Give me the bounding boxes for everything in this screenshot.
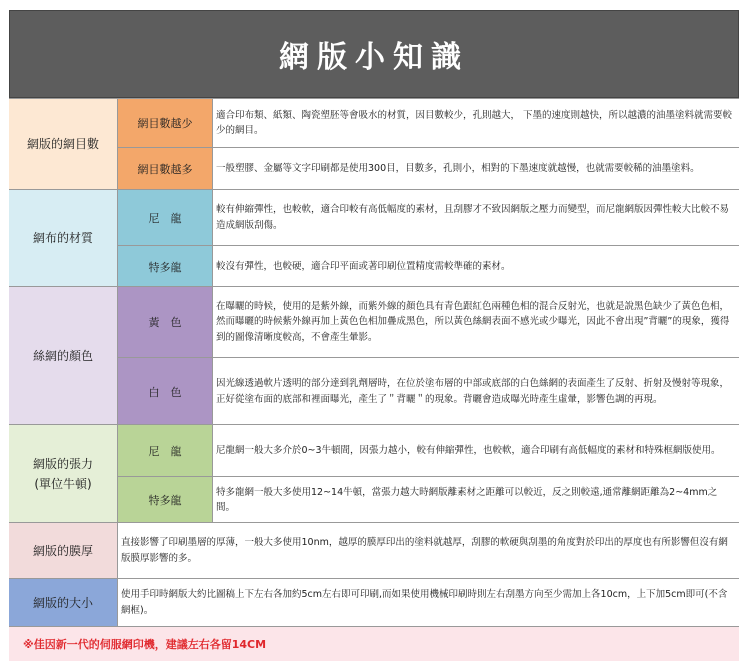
row-mesh-color (9, 286, 739, 424)
description: 尼龍網一般大多介於0~3牛頓間，因張力越小，較有伸縮彈性，也較軟，適合印刷有高低幅度的素材和特殊框網版使用。 (213, 425, 739, 476)
row-emulsion-thickness (9, 522, 739, 578)
description: 直接影響了印刷墨層的厚薄，一般大多使用10nm，越厚的膜厚印出的塗料就越厚，刮膠的軟硬與刮墨的角度對於印出的厚度也有所影響但沒有網版膜厚影響的多。 (117, 523, 739, 578)
category-label: 網版的網目數 (26, 137, 99, 151)
page-header (9, 10, 739, 98)
description: 適合印布類、紙類、陶瓷塑胚等會吸水的材質，因目數較少，孔則越大， 下墨的速度則越快，所以越濃的油墨塗料就需要較少的網目。 (213, 99, 739, 147)
sub-label: 白 色 (117, 358, 213, 425)
description: 因光線透過軟片透明的部分達到乳劑層時，在位於塗布層的中部或底部的白色絲網的表面產生了反射、折射及慢射等現象，正好從塗布面的底部和裡面曝光，產生了＂背曬＂的現象。背曬會造成曝光時產生虛暈，影響色調的再現。 (213, 358, 739, 425)
sub-label: 尼 龍 (117, 190, 213, 245)
category-label: 絲網的顏色 (32, 348, 93, 363)
category-label: 網版的大小 (32, 595, 93, 610)
description: 在曝曬的時候，使用的是紫外線，而紫外線的顏色具有青色跟紅色兩種色相的混合反射光，也就是說黑色缺少了黃色色相，然而曝曬的時候紫外線再加上黃色色相加疊成黑色，所以黃色絲網表面不感光或少曝光，因此不會出現”背曬”的現象，獲得到的圖像清晰度較高，不會產生暈影。 (213, 287, 739, 357)
footer-note: ※佳因新一代的伺服網印機，建議左右各留14CM (9, 626, 739, 661)
description: 使用手印時網版大約比圖稿上下左右各加約5cm左右即可印刷,而如果使用機械印刷時則左右刮墨方向至少需加上各10cm，上下加5cm即可(不含網框)。 (117, 579, 739, 626)
category-label: 網版的膜厚 (32, 543, 93, 558)
category-label-line1: 網版的張力 (32, 456, 93, 471)
row-mesh-count (9, 98, 739, 189)
description: 較有伸縮彈性，也較軟，適合印較有高低幅度的素材，且刮膠才不致因網版之壓力而變型，而尼龍網版因彈性較大比較不易造成網版刮傷。 (213, 190, 739, 245)
description: 特多龍網一般大多使用12~14牛頓，當張力越大時網版離素材之距離可以較近，反之則較遠,通常離網距離為2~4mm之間。 (213, 477, 739, 523)
sub-label: 黃 色 (117, 287, 213, 357)
sub-label: 特多龍 (117, 477, 213, 523)
row-tension (9, 424, 739, 522)
category-label (9, 425, 117, 522)
sub-label: 尼 龍 (117, 425, 213, 476)
description: 較沒有彈性，也較硬，適合印平面或著印刷位置精度需較準確的素材。 (213, 246, 739, 287)
page-title: 網版小知識 (279, 40, 469, 75)
category-label: 網布的材質 (32, 231, 93, 245)
sub-label: 特多龍 (117, 246, 213, 287)
row-fabric (9, 189, 739, 286)
sub-label: 網目數越多 (117, 148, 213, 190)
description: 一般塑膠、金屬等文字印刷都是使用300目，目數多，孔則小，相對的下墨速度就越慢，也就需要較稀的油墨塗料。 (213, 148, 739, 190)
category-label-line2: (單位牛頓) (34, 476, 92, 491)
sub-label: 網目數越少 (117, 99, 213, 147)
row-screen-size (9, 578, 739, 626)
